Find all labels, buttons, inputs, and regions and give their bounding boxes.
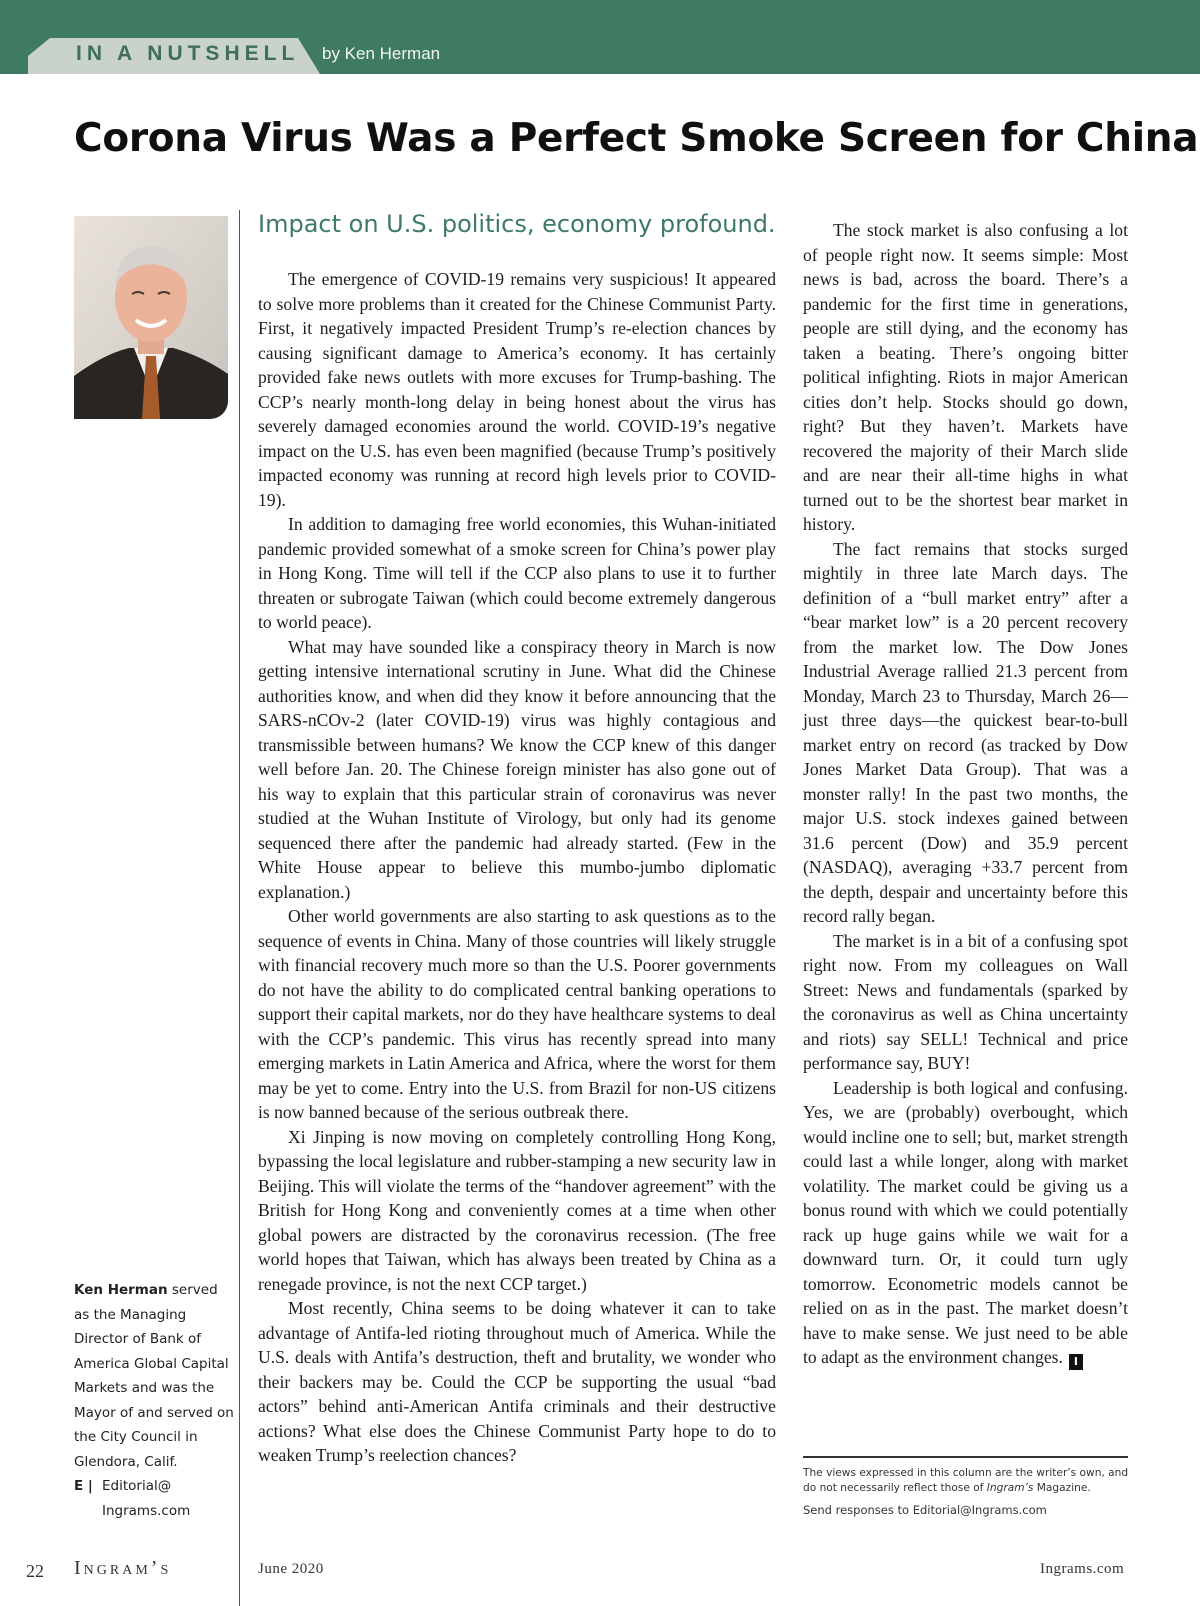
author-photo [74,216,228,419]
disclaimer-rule [803,1456,1128,1458]
body-column-1 [258,267,776,1468]
page-number: 22 [26,1561,44,1581]
bio-author-name: Ken Herman [74,1282,168,1298]
author-portrait-image [74,216,228,419]
byline: by Ken Herman [322,44,441,63]
email-label: E | [74,1478,93,1494]
paragraph: The emergence of COVID-19 remains very suspicious! It appeared to solve more problems than it created for the Chinese Communist Party. First, it negatively impacted President Trump’s re-election chances by causing significant damage to America’s economy. It has certainly provided fake news outlets with more excuses for Trump-bashing. The CCP’s nearly month-long delay in being honest about the virus has severely damaged economies around the world. COVID-19’s negative impact on the U.S. has even been magnified (because Trump’s positively impacted economy was running at record high levels prior to COVID-19). [258,269,776,510]
bio-text: served as the Managing Director of Bank of America Global Capital Markets and was the Mayor of and served on the City Council in Glendora, Calif. [74,1282,234,1470]
author-bio [74,1278,234,1523]
paragraph: Other world governments are also starting to ask questions as to the sequence of events in China. Many of those countries will likely struggle with financial recovery much more so than the U.S. Poorer governments do not have the ability to do complicated central banking operations to support their capital markets, nor do they have healthcare systems to deal with the CCP’s pandemic. This virus has recently spread into many emerging markets in Latin America and Africa, where the worst for them may be yet to come. Entry into the U.S. from Brazil for non-US citizens is now banned because of the serious outbreak there. [258,906,776,1122]
footer-magazine-name: Ingram’s [74,1557,172,1579]
paragraph: Xi Jinping is now moving on completely controlling Hong Kong, bypassing the local legislature and rubber-stamping a new security law in Beijing. This will violate the terms of the “handover agreement” with the British for Hong Kong and conveniently comes at a time when other global powers are distracted by the coronavirus recession. (The free world hopes that Taiwan, which has always been treated by China as a renegade province, is not the next CCP target.) [258,1126,776,1294]
disclaimer: The views expressed in this column are the writer’s own, and do not necessarily reflect those of Ingram’s Magazine. [803,1467,1129,1494]
paragraph-last [803,1076,1128,1371]
bio-email-link[interactable]: Editorial@ Ingrams.com [102,1478,191,1519]
disclaimer-magazine: Ingram’s [986,1482,1034,1494]
section-label: IN A NUTSHELL [76,42,300,65]
paragraph: The market is in a bit of a confusing spot right now. From my colleagues on Wall Street: News and fundamentals (sparked by the coronavirus as well as China uncertainty and riots) say SELL! Technical and price performance say, BUY! [803,930,1128,1073]
paragraph: In addition to damaging free world economies, this Wuhan-initiated pandemic provided somewhat of a smoke screen for China’s power play in Hong Kong. Time will tell if the CCP also plans to use it to further threaten or subrogate Taiwan (which could become extremely dangerous to world peace). [258,514,776,632]
paragraph: Most recently, China seems to be doing whatever it can to take advantage of Antifa-led rioting throughout much of America. While the U.S. deals with Antifa’s destruction, theft and brutality, we wonder who their backers may be. Could the CCP be supporting the usual “bad actors” behind anti-American Antifa criminals and their destructive actions? What else does the Chinese Communist Party hope to do to weaken Trump’s reelection chances? [258,1298,776,1465]
paragraph-text: Leadership is both logical and confusing. Yes, we are (probably) overbought, which would incline one to sell; but, market strength could last a while longer, along with market volatility. The market could be giving us a bonus round with which we could potentially rack up huge gains while we wait for a downward turn. Or, it could turn ugly tomorrow. Econometric models cannot be relied on as in the past. The market doesn’t have to make sense. We just need to be able to adapt as the environment changes. [803,1077,1128,1367]
end-mark-icon: I [1069,1354,1083,1370]
article-subhead: Impact on U.S. politics, economy profound. [258,210,776,238]
column-divider [239,210,240,1606]
footer-website[interactable]: Ingrams.com [1040,1561,1125,1577]
send-responses[interactable]: Send responses to Editorial@Ingrams.com [803,1503,1047,1517]
paragraph: The stock market is also confusing a lot of people right now. It seems simple: Most news is bad, across the board. There’s a pandemic for the first time in generations, people are still dying, and the economy has taken a beating. There’s ongoing bitter political infighting. Riots in major American cities don’t help. Stocks should go down, right? But they haven’t. Markets have recovered the majority of their March slide and are near their all-time highs in what turned out to be the shortest bear market in history. [803,220,1128,534]
paragraph: The fact remains that stocks surged mightily in three late March days. The definition of a “bull market entry” after a “bear market low” is a 20 percent recovery from the market low. The Dow Jones Industrial Average rallied 21.3 percent from Monday, March 23 to Thursday, March 26—just three days—the quickest bear-to-bull market entry on record (as tracked by Dow Jones Market Data Group). That was a monster rally! In the past two months, the major U.S. stock indexes gained between 31.6 percent (Dow) and 35.9 percent (NASDAQ), averaging +33.7 percent from the depth, despair and uncertainty before this record rally began. [803,538,1128,926]
body-column-2 [803,218,1128,1370]
paragraph: What may have sounded like a conspiracy theory in March is now getting intensive international scrutiny in June. What did the Chinese authorities know, and when did they know it before announcing that the SARS-nCOv-2 (later COVID-19) virus was highly contagious and transmissible between humans? We know the CCP knew of this danger well before Jan. 20. The Chinese foreign minister has also gone out of his way to explain that this particular strain of coronavirus was never studied at the Wuhan Institute of Virology, but only had its genome sequenced there after the pandemic had already started. (Few in the White House appear to believe this mumbo-jumbo diplomatic explanation.) [258,636,776,902]
footer-date: June 2020 [258,1561,324,1577]
article-title: Corona Virus Was a Perfect Smoke Screen for China [74,116,1199,161]
bio-email-row [74,1474,234,1523]
